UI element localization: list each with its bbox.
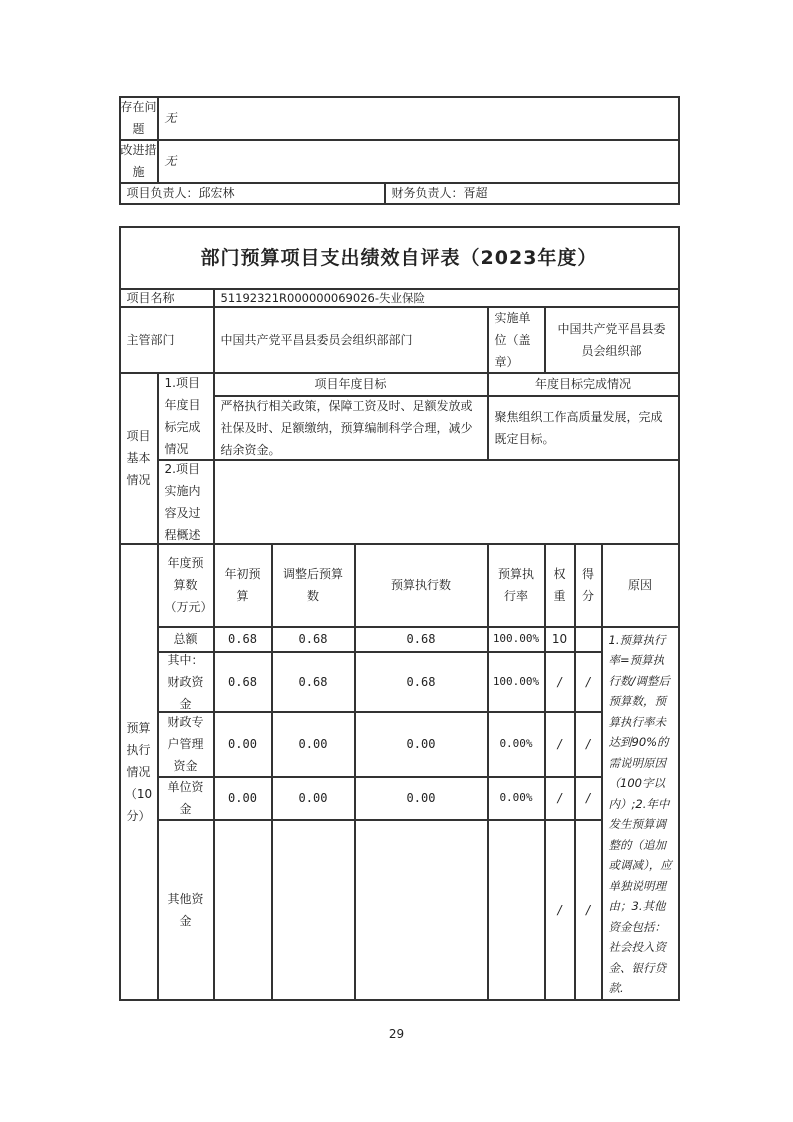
budget-header-reason: 原因 [602,544,679,627]
impl-unit-label: 实施单位（盖章） [488,307,545,373]
project-lead: 项目负责人：邱宏林 [120,183,385,204]
budget-initial: 0.68 [214,652,272,712]
goal-header: 项目年度目标 [214,373,488,396]
budget-rate: 100.00% [488,627,545,652]
impl-value [214,460,679,544]
impl-unit-value: 中国共产党平昌县委员会组织部 [545,307,679,373]
budget-section-label: 预算执行情况（10分） [120,544,158,1000]
budget-header-initial: 年初预算 [214,544,272,627]
dept-value: 中国共产党平昌县委员会组织部部门 [214,307,488,373]
budget-score [575,627,602,652]
budget-header-weight: 权重 [545,544,575,627]
budget-header-score: 得分 [575,544,602,627]
page-number: 29 [388,1027,405,1041]
issues-value: 无 [158,97,679,140]
budget-header-adjusted: 调整后预算数 [272,544,355,627]
budget-row-label: 财政专户管理资金 [158,712,214,777]
budget-weight: / [545,652,575,712]
budget-initial: 0.00 [214,777,272,820]
budget-executed: 0.68 [355,652,488,712]
measures-label: 改进措施 [120,140,158,183]
measures-value: 无 [158,140,679,183]
impl-row-label: 2.项目实施内容及过程概述 [158,460,214,544]
budget-adjusted: 0.00 [272,712,355,777]
budget-score: / [575,712,602,777]
page-title: 部门预算项目支出绩效自评表（2023年度） [120,227,679,289]
finance-lead: 财务负责人：胥超 [385,183,679,204]
budget-executed: 0.00 [355,777,488,820]
completion-value: 聚焦组织工作高质量发展，完成既定目标。 [488,396,679,460]
budget-header-executed: 预算执行数 [355,544,488,627]
budget-row-label: 其他资金 [158,820,214,1000]
budget-weight: / [545,777,575,820]
budget-executed: 0.68 [355,627,488,652]
dept-label: 主管部门 [120,307,214,373]
project-name-label: 项目名称 [120,289,214,307]
budget-executed: 0.00 [355,712,488,777]
budget-executed [355,820,488,1000]
budget-row-label: 其中：财政资金 [158,652,214,712]
budget-header-annual: 年度预算数（万元） [158,544,214,627]
budget-adjusted: 0.00 [272,777,355,820]
budget-rate: 0.00% [488,777,545,820]
budget-score: / [575,652,602,712]
budget-row-label: 单位资金 [158,777,214,820]
completion-header: 年度目标完成情况 [488,373,679,396]
budget-weight: / [545,712,575,777]
budget-adjusted [272,820,355,1000]
budget-adjusted: 0.68 [272,652,355,712]
budget-rate [488,820,545,1000]
budget-header-rate: 预算执行率 [488,544,545,627]
budget-rate: 100.00% [488,652,545,712]
goal-value: 严格执行相关政策，保障工资及时、足额发放或社保及时、足额缴纳，预算编制科学合理，减少结余资金。 [214,396,488,460]
project-name-value: 51192321R000000069026-失业保险 [214,289,679,307]
budget-rate: 0.00% [488,712,545,777]
budget-weight: / [545,820,575,1000]
goal-row-label: 1.项目年度目标完成情况 [158,373,214,460]
budget-reason: 1.预算执行率=预算执行数/调整后预算数，预算执行率未达到90%的需说明原因（100字以内）;2.年中发生预算调整的（追加或调减），应单独说明理由；3.其他资金包括：社会投入资金、银行贷款. [602,627,679,1000]
issues-label: 存在问题 [120,97,158,140]
budget-initial [214,820,272,1000]
budget-score: / [575,820,602,1000]
budget-score: / [575,777,602,820]
budget-initial: 0.00 [214,712,272,777]
budget-adjusted: 0.68 [272,627,355,652]
budget-row-label: 总额 [158,627,214,652]
basic-info-label: 项目基本情况 [120,373,158,544]
budget-initial: 0.68 [214,627,272,652]
budget-weight: 10 [545,627,575,652]
